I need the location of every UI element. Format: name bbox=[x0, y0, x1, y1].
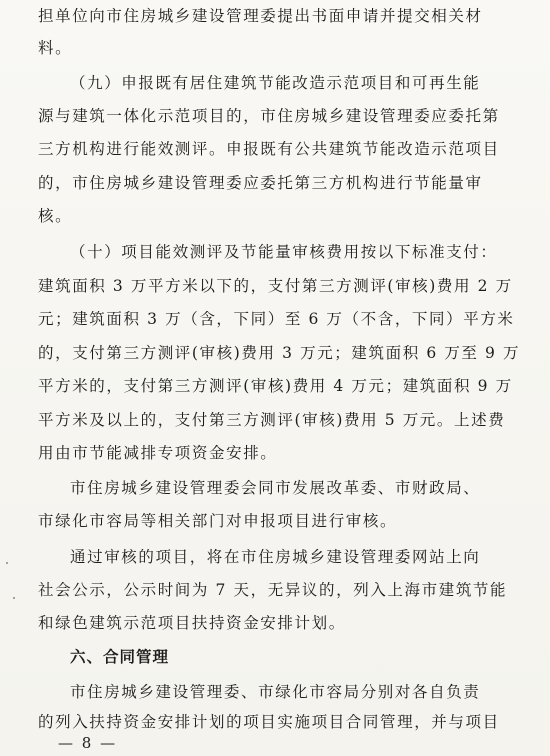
text-line-2: 料。 bbox=[38, 39, 73, 57]
text-line-15: 市住房城乡建设管理委会同市发展改革委、市财政局、 bbox=[70, 479, 481, 497]
text-line-6: 的，市住房城乡建设管理委应委托第三方机构进行节能量审 bbox=[38, 174, 483, 192]
text-line-7: 核。 bbox=[38, 207, 73, 225]
text-line-9: 建筑面积 3 万平方米以下的，支付第三方测评(审核)费用 2 万 bbox=[38, 277, 513, 295]
page-number: — 8 — bbox=[58, 734, 118, 752]
text-line-5: 三方机构进行能效测评。申报既有公共建筑节能改造示范项目 bbox=[38, 140, 500, 158]
section-heading: 六、合同管理 bbox=[70, 648, 170, 666]
scan-speck bbox=[13, 597, 15, 599]
text-line-10: 元；建筑面积 3 万（含，下同）至 6 万（不含，下同）平方米 bbox=[38, 310, 515, 328]
text-line-18: 社会公示，公示时间为 7 天，无异议的，列入上海市建筑节能 bbox=[38, 581, 508, 599]
text-line-12: 平方米的，支付第三方测评(审核)费用 4 万元；建筑面积 9 万 bbox=[38, 377, 513, 395]
text-line-11: 的，支付第三方测评(审核)费用 3 万元；建筑面积 6 万至 9 万 bbox=[38, 344, 521, 362]
scan-speck bbox=[6, 562, 8, 564]
text-line-3: （九）申报既有居住建筑节能改造示范项目和可再生能 bbox=[70, 74, 481, 92]
text-line-4: 源与建筑一体化示范项目的，市住房城乡建设管理委应委托第 bbox=[38, 107, 500, 125]
text-line-13: 平方米及以上的，支付第三方测评(审核)费用 5 万元。上述费 bbox=[38, 411, 506, 429]
text-line-16: 市绿化市容局等相关部门对申报项目进行审核。 bbox=[38, 512, 398, 530]
text-line-22: 的列入扶持资金安排计划的项目实施项目合同管理，并与项目 bbox=[38, 713, 500, 731]
text-line-21: 市住房城乡建设管理委、市绿化市容局分别对各自负责 bbox=[70, 683, 481, 701]
text-line-14: 用由市节能减排专项资金安排。 bbox=[38, 444, 278, 462]
text-line-1: 担单位向市住房城乡建设管理委提出书面申请并提交相关材 bbox=[38, 7, 483, 25]
text-line-19: 和绿色建筑示范项目扶持资金安排计划。 bbox=[38, 614, 346, 632]
text-line-17: 通过审核的项目，将在市住房城乡建设管理委网站上向 bbox=[70, 548, 481, 566]
text-line-8: （十）项目能效测评及节能量审核费用按以下标准支付： bbox=[70, 243, 498, 261]
